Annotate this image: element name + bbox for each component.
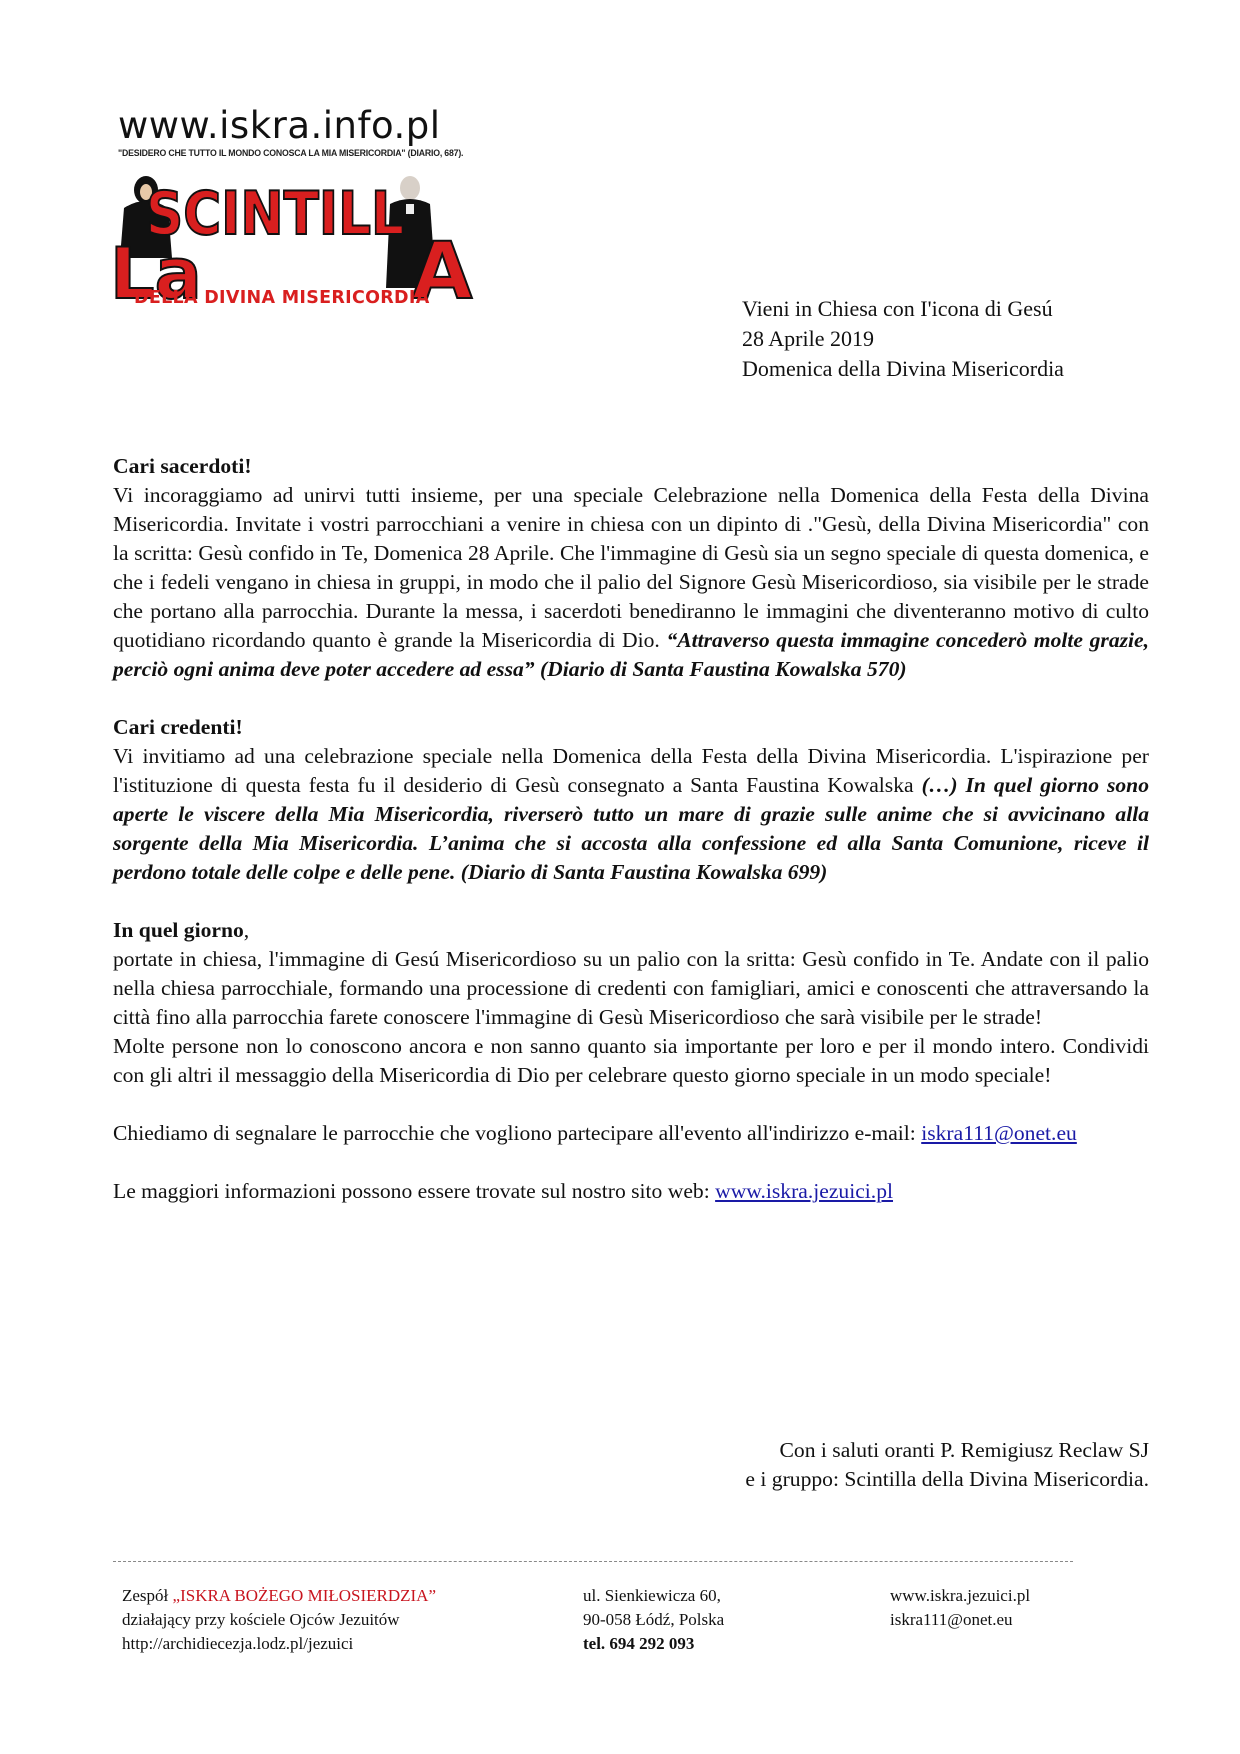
footer-website: www.iskra.jezuici.pl [890,1586,1031,1605]
letter-body [113,452,1149,1206]
signature [745,1436,1149,1494]
logo-subtitle: DELLA DIVINA MISERICORDIA [134,288,430,308]
section-text-believers: Vi invitiamo ad una celebrazione speciale nella Domenica della Festa della Divina Misericordia. L'ispirazione per l'istituzione di questa festa fu il desiderio di Gesù consegnato a Santa Faustina Kowalska (…) In quel giorno sono aperte le viscere della Mia Misericordia, riverserò tutto un mare di grazie sulle anime che si avvicinano alla sorgente della Mia Misericordia. L’anima che si accosta alla confessione ed alla Santa Comunione, riceve il perdono totale delle colpe e delle pene. (Diario di Santa Faustina Kowalska 699) [113,744,1149,884]
section-heading-priests: Cari sacerdoti! [113,454,252,478]
footer-phone: tel. 694 292 093 [583,1634,695,1653]
logo-word-la: La [110,233,202,315]
logo-word-a: A [412,227,473,317]
meta-date: 28 Aprile 2019 [742,326,874,351]
logo-url: www.iskra.info.pl [118,104,441,147]
info-line: Le maggiori informazioni possono essere trovate sul nostro sito web: www.iskra.jezuici.pl [113,1179,894,1203]
section-heading-believers: Cari credenti! [113,715,243,739]
meta-occasion: Domenica della Divina Misericordia [742,356,1064,381]
footer-organization: Zespół „ISKRA BOŻEGO MIŁOSIERDZIA” działający przy kościele Ojców Jezuitów http://archidiecezja.lodz.pl/jezuici [122,1584,436,1656]
footer-email: iskra111@onet.eu [890,1610,1013,1629]
letter-meta [742,294,1064,384]
footer-org-url: http://archidiecezja.lodz.pl/jezuici [122,1634,354,1653]
meta-title: Vieni in Chiesa con I'icona di Gesú [742,296,1053,321]
section-heading-that-day: In quel giorno, [113,918,250,942]
section-text-priests: Vi incoraggiamo ad unirvi tutti insieme, per una speciale Celebrazione nella Domenica della Festa della Divina Misericordia. Invitate i vostri parrocchiani a venire in chiesa con un dipinto di ."Gesù, della Divina Misericordia" con la scritta: Gesù confido in Te, Domenica 28 Aprile. Che l'immagine di Gesù sia un segno speciale di questa domenica, e che i fedeli vengano in chiesa in gruppi, in modo che il palio del Signore Gesù Misericordioso, sia visibile per le strade che portano alla parrocchia. Durante la messa, i sacerdoti benediranno le immagini che diventeranno motivo di culto quotidiano ricordando quanto è grande la Misericordia di Dio. “Attraverso questa immagine concederò molte grazie, perciò ogni anima deve poter accedere ad essa” (Diario di Santa Faustina Kowalska 570) [113,483,1149,681]
quote-diary-699: (…) In quel giorno sono aperte le viscere della Mia Misericordia, riverserò tutto un mare di grazie sulle anime che si avvicinano alla sorgente della Mia Misericordia. L’anima che si accosta alla confessione ed alla Santa Comunione, riceve il perdono totale delle colpe e delle pene. (Diario di Santa Faustina Kowalska 699) [113,773,1149,884]
footer-contacts [890,1584,1030,1632]
logo-quote: "DESIDERO CHE TUTTO IL MONDO CONOSCA LA MIA MISERICORDIA" (DIARIO, 687). [118,148,464,159]
logo-word-top: SCINTILL [146,179,404,249]
website-link[interactable]: www.iskra.jezuici.pl [715,1179,894,1203]
quote-diary-570: “Attraverso questa immagine concederò molte grazie, perciò ogni anima deve poter accedere ad essa” (Diario di Santa Faustina Kowalska 570) [113,628,1149,681]
footer-address: ul. Sienkiewicza 60, 90-058 Łódź, Polska tel. 694 292 093 [583,1584,724,1656]
section-text-share: Molte persone non lo conoscono ancora e non sanno quanto sia importante per loro e per il mondo intero. Condividi con gli altri il messaggio della Misericordia di Dio per celebrare questo giorno speciale in un modo speciale! [113,1034,1149,1087]
signature-line1: Con i saluti oranti P. Remigiusz Reclaw SJ [779,1438,1149,1462]
email-link[interactable]: iskra111@onet.eu [921,1121,1077,1145]
signature-line2: e i gruppo: Scintilla della Divina Misericordia. [745,1467,1149,1491]
footer-divider [113,1561,1073,1562]
section-text-that-day: portate in chiesa, l'immagine di Gesú Misericordioso su un palio con la sritta: Gesù confido in Te. Andate con il palio nella chiesa parrocchiale, formando una processione di credenti con famigliari, amici e conoscenti che attraversando la città fino alla parrocchia farete conoscere l'immagine di Gesù Misericordioso che sarà visibile per le strade! [113,947,1149,1029]
organization-name: „ISKRA BOŻEGO MIŁOSIERDZIA” [172,1586,437,1605]
contact-request: Chiediamo di segnalare le parrocchie che vogliono partecipare all'evento all'indirizzo e-mail: iskra111@onet.eu [113,1121,1077,1145]
